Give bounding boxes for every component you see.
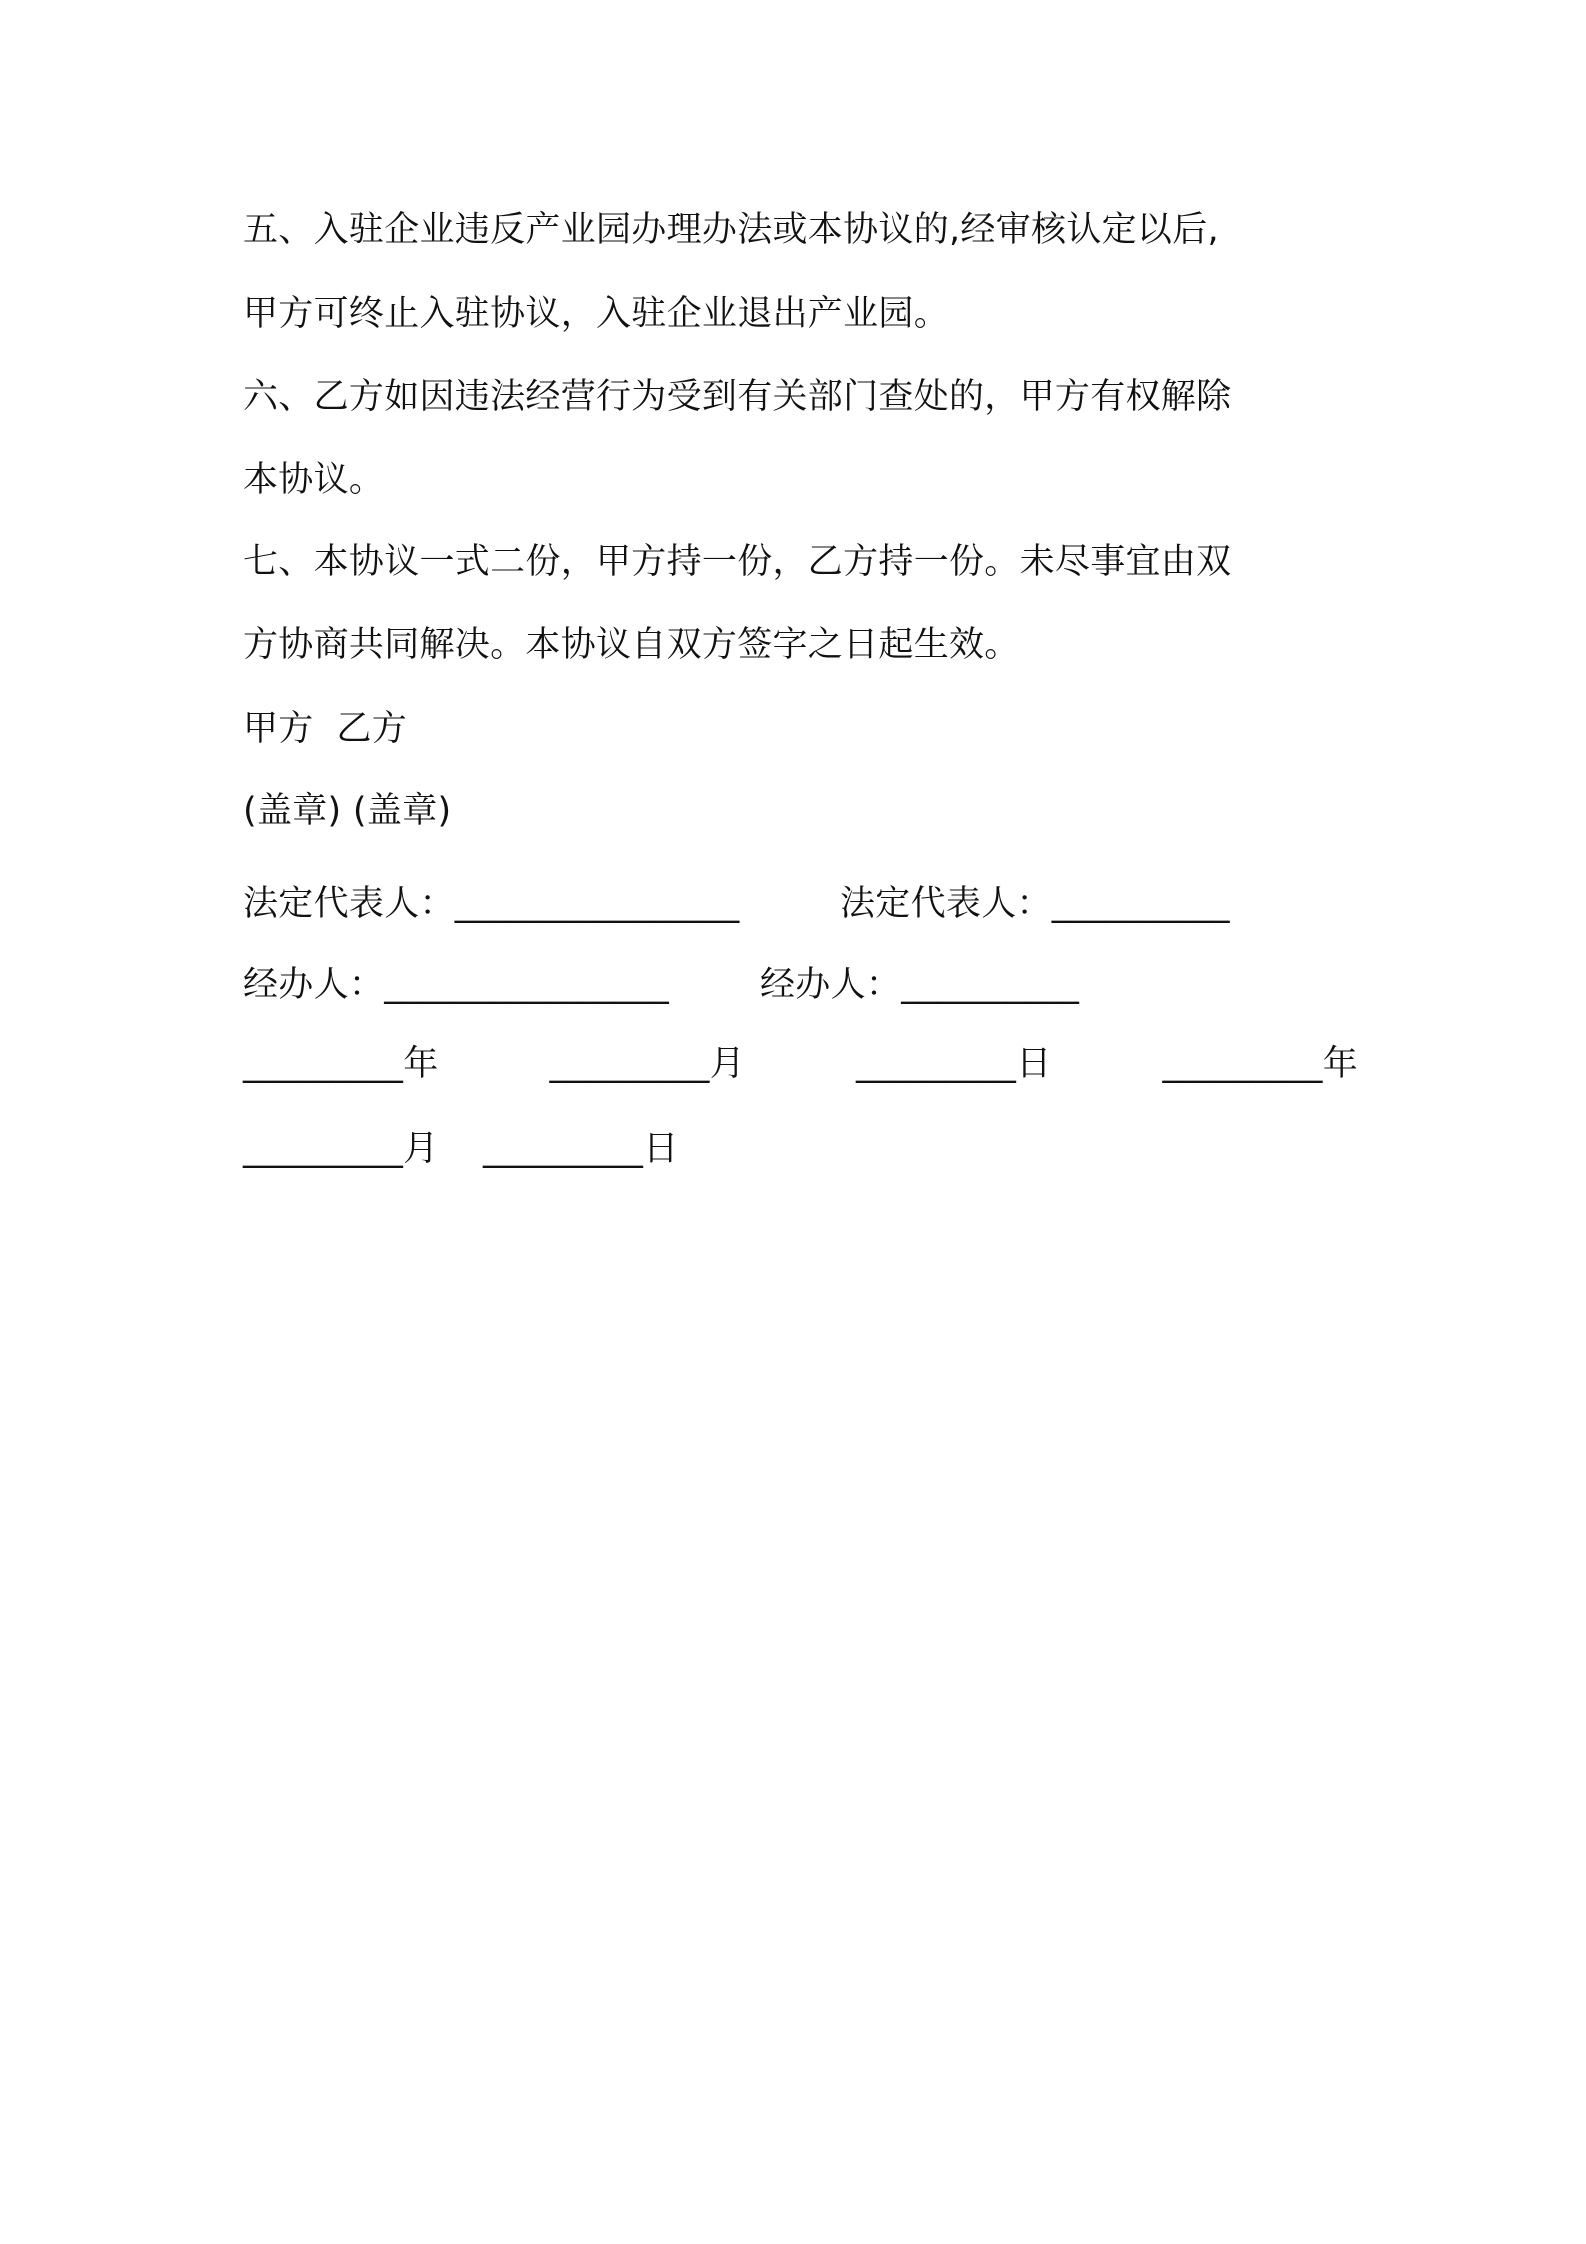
party-b-year: _________年 [1162,1044,1358,1084]
agent-row [243,961,1358,1009]
clause-7-line-1: 七、本协议一式二份，甲方持一份，乙方持一份。未尽事宜由双 [243,542,1232,582]
date-row-1 [243,1040,1358,1088]
party-a-month: _________月 [549,1044,745,1084]
clause-6-line-1: 六、乙方如因违法经营行为受到有关部门查处的，甲方有权解除 [243,377,1232,417]
party-a-agent: 经办人：________________ [243,965,670,1005]
party-b-day: _________日 [483,1129,679,1169]
clause-6-line-2: 本协议。 [243,460,385,500]
party-b-legal-representative: 法定代表人：__________ [840,884,1230,924]
party-a-year: _________年 [243,1044,439,1084]
clause-7-line-2: 方协商共同解决。本协议自双方签字之日起生效。 [243,625,1020,665]
parties-line: 甲方 乙方 [243,709,408,749]
clause-5-line-1: 五、入驻企业违反产业园办理办法或本协议的,经审核认定以后, [243,210,1219,250]
party-b-month: _________月 [243,1129,439,1169]
seals-line: (盖章) (盖章) [243,791,452,831]
party-a-legal-representative: 法定代表人：________________ [243,884,740,924]
date-row-2 [243,1125,1358,1173]
legal-representative-row [243,880,1358,928]
party-a-day: _________日 [856,1044,1052,1084]
party-b-agent: 经办人：__________ [760,965,1080,1005]
clause-5-line-2: 甲方可终止入驻协议，入驻企业退出产业园。 [243,294,950,334]
